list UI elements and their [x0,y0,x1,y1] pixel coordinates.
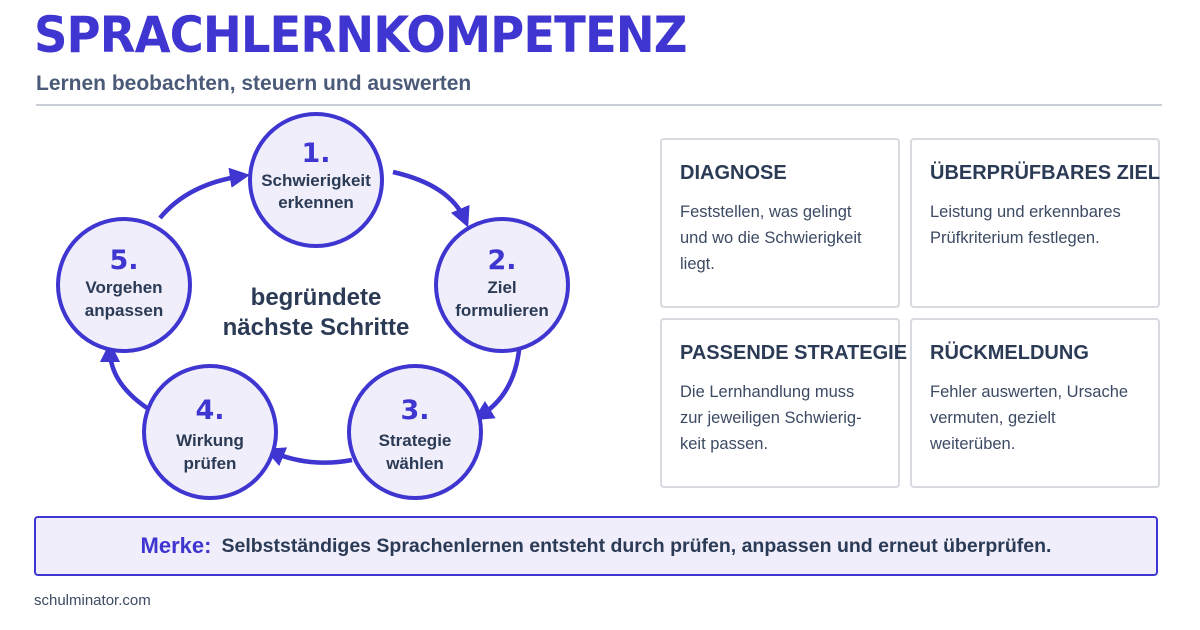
step-number: 1. [301,138,331,169]
page-title: SPRACHLERNKOMPETENZ [34,6,687,64]
cycle-step-4 [144,366,276,498]
cycle-step-2 [436,219,568,351]
card-text [930,199,1140,251]
card-text-line: zur jeweiligen Schwierig- [680,409,862,427]
footer-source: schulminator.com [34,592,151,609]
cycle-center-label-line2: nächste Schritte [222,314,410,341]
step-label-line1: Wirkung [176,431,244,450]
arrow-1-to-2 [393,172,465,220]
card-title: ÜBERPRÜFBARES ZIEL [930,162,1161,184]
card-text [680,199,880,277]
card-text [680,379,880,457]
learning-cycle-diagram [0,0,640,510]
cycle-step-5 [58,219,190,351]
card-passende-strategie [660,318,908,488]
card-title: PASSENDE STRATEGIE [680,342,908,364]
card-text-line: und wo die Schwierigkeit [680,229,862,247]
step-label-line2: formulieren [455,301,549,320]
note-label: Merke: [140,533,212,558]
step-label-line1: Strategie [378,431,452,450]
arrow-5-to-1 [160,176,242,218]
cycle-center-label-line1: begründete [250,284,382,311]
step-label-line1: Schwierigkeit [261,171,371,190]
step-label-line2: wählen [386,454,444,473]
card-text-line: vermuten, gezielt [930,409,1056,427]
card-text-line: Leistung und erkennbares [930,203,1121,221]
card-text [930,379,1140,457]
card-diagnose [660,138,900,308]
card-title: DIAGNOSE [680,162,787,184]
card-ueberpruefbares-ziel [910,138,1160,308]
card-rueckmeldung [910,318,1160,488]
card-text-line: Die Lernhandlung muss [680,383,855,401]
step-label-line1: Ziel [487,278,517,297]
merke-note-box [34,516,1158,576]
card-text-line: Fehler auswerten, Ursache [930,383,1129,401]
step-label-line2: anpassen [84,301,164,320]
cycle-step-3 [349,366,481,498]
card-text-line: liegt. [680,255,715,273]
step-label-line1: Vorgehen [85,278,163,297]
cycle-step-1 [250,114,382,246]
note-text: Selbstständiges Sprachenlernen entsteht durch prüfen, anpassen und erneut überprüfen. [221,534,1052,557]
card-text-line: keit passen. [680,435,769,453]
step-number: 3. [400,395,430,426]
step-number: 2. [487,245,517,276]
page-subtitle: Lernen beobachten, steuern und auswerten [36,72,472,95]
step-label-line2: prüfen [183,454,237,473]
arrow-4-to-5 [110,350,150,410]
arrow-3-to-4 [272,452,352,463]
card-text-line: weiterüben. [930,435,1016,453]
card-text-line: Prüfkriterium festlegen. [930,229,1100,247]
step-label-line2: erkennen [278,193,354,212]
card-title: RÜCKMELDUNG [930,342,1089,364]
card-text-line: Feststellen, was gelingt [680,203,852,221]
step-number: 5. [109,245,139,276]
step-number: 4. [195,395,225,426]
